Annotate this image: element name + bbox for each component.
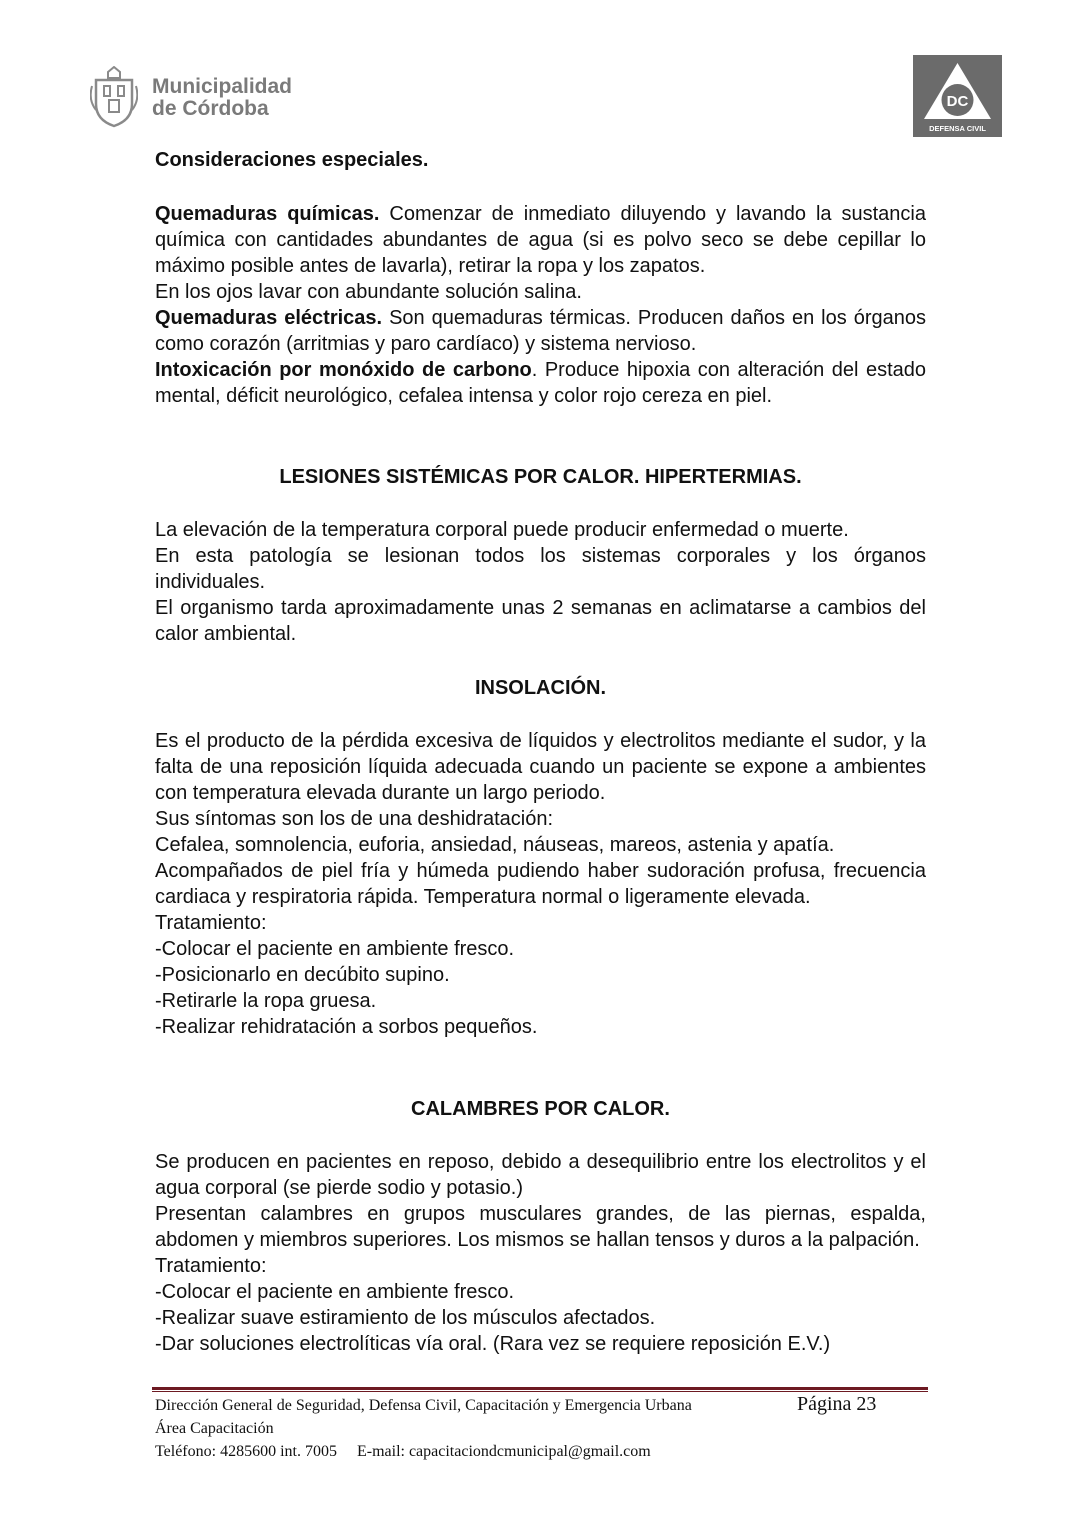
- footer-line2: Área Capacitación: [155, 1420, 274, 1437]
- footer-email: E-mail: capacitaciondcmunicipal@gmail.com: [356, 1443, 651, 1460]
- list-item: -Posicionarlo en decúbito supino.: [155, 964, 450, 986]
- quimicas-paragraph-2: En los ojos lavar con abundante solución salina.: [155, 281, 582, 303]
- insolacion-p2: Sus síntomas son los de una deshidratación:: [155, 808, 554, 830]
- calambres-p2: Presentan calambres en grupos musculares grandes, de las piernas, espalda, abdomen y miembros superiores. Los mismos se hallan tensos y duros a la palpación.: [155, 1203, 926, 1251]
- electricas-label: Quemaduras eléctricas.: [155, 307, 383, 329]
- list-item: -Realizar suave estiramiento de los músculos afectados.: [155, 1307, 656, 1329]
- quimicas-paragraph: [155, 201, 926, 279]
- quimicas-label: Quemaduras químicas.: [155, 203, 380, 225]
- list-item: -Colocar el paciente en ambiente fresco.: [155, 938, 515, 960]
- defensa-civil-logo: [913, 55, 1002, 137]
- insolacion-section: [155, 728, 926, 1040]
- calambres-p1: Se producen en pacientes en reposo, debido a desequilibrio entre los electrolitos y el agua corporal (se pierde sodio y potasio.): [155, 1151, 926, 1199]
- footer-divider: [152, 1387, 928, 1390]
- monoxido-text: . Produce hipoxia con alteración del estado mental, déficit neurológico, cefalea intensa y color rojo cereza en piel.: [155, 359, 926, 407]
- dc-initials: DC: [946, 93, 969, 110]
- calambres-treatment-label: Tratamiento:: [155, 1255, 267, 1277]
- electricas-paragraph: [155, 305, 926, 357]
- insolacion-treatment-label: Tratamiento:: [155, 912, 267, 934]
- footer-contact: [155, 1440, 651, 1463]
- municipality-name: [152, 76, 292, 120]
- monoxido-paragraph: [155, 357, 926, 409]
- lesiones-p1: La elevación de la temperatura corporal puede producir enfermedad o muerte.: [155, 519, 849, 541]
- calambres-heading: CALAMBRES POR CALOR.: [411, 1098, 670, 1120]
- insolacion-p1: Es el producto de la pérdida excesiva de líquidos y electrolitos mediante el sudor, y la falta de una reposición líquida adecuada cuando un paciente se expone a ambientes con temperatura elevada durante un largo periodo.: [155, 730, 926, 804]
- insolacion-heading: INSOLACIÓN.: [474, 677, 607, 699]
- calambres-section: [155, 1149, 926, 1357]
- municipality-line2: de Córdoba: [152, 97, 269, 120]
- electricas-text: Son quemaduras térmicas. Producen daños en los órganos como corazón (arritmias y paro cardíaco) y sistema nervioso.: [155, 307, 926, 355]
- footer-divider-thin: [152, 1391, 928, 1392]
- quimicas-text: Comenzar de inmediato diluyendo y lavando la sustancia química con cantidades abundantes de agua (si es polvo seco se debe cepillar lo máximo posible antes de lavarla), retirar la ropa y los zapatos.: [155, 203, 926, 277]
- municipality-logo: [90, 66, 310, 130]
- crest-icon: [90, 66, 138, 128]
- section-title: Consideraciones especiales.: [155, 149, 429, 171]
- footer-line1: Dirección General de Seguridad, Defensa Civil, Capacitación y Emergencia Urbana: [155, 1397, 692, 1414]
- insolacion-p4: Acompañados de piel fría y húmeda pudiendo haber sudoración profusa, frecuencia cardiaca y respiratoria rápida. Temperatura normal o ligeramente elevada.: [155, 860, 926, 908]
- monoxido-label: Intoxicación por monóxido de carbono: [155, 359, 532, 381]
- list-item: -Realizar rehidratación a sorbos pequeños.: [155, 1016, 538, 1038]
- page-number: Página 23: [797, 1393, 877, 1415]
- footer-phone: Teléfono: 4285600 int. 7005: [155, 1443, 337, 1460]
- insolacion-p3: Cefalea, somnolencia, euforia, ansiedad, náuseas, mareos, astenia y apatía.: [155, 834, 835, 856]
- list-item: -Colocar el paciente en ambiente fresco.: [155, 1281, 515, 1303]
- lesiones-section: [155, 517, 926, 647]
- special-considerations: [155, 201, 926, 409]
- dc-label: DEFENSA CIVIL: [929, 124, 986, 133]
- lesiones-p3: El organismo tarda aproximadamente unas 2 semanas en aclimatarse a cambios del calor ambiental.: [155, 597, 926, 645]
- lesiones-heading: LESIONES SISTÉMICAS POR CALOR. HIPERTERMIAS.: [279, 466, 802, 488]
- list-item: -Retirarle la ropa gruesa.: [155, 990, 377, 1012]
- list-item: -Dar soluciones electrolíticas vía oral. (Rara vez se requiere reposición E.V.): [155, 1333, 831, 1355]
- lesiones-p2: En esta patología se lesionan todos los sistemas corporales y los órganos individuales.: [155, 545, 926, 593]
- municipality-line1: Municipalidad: [152, 75, 293, 98]
